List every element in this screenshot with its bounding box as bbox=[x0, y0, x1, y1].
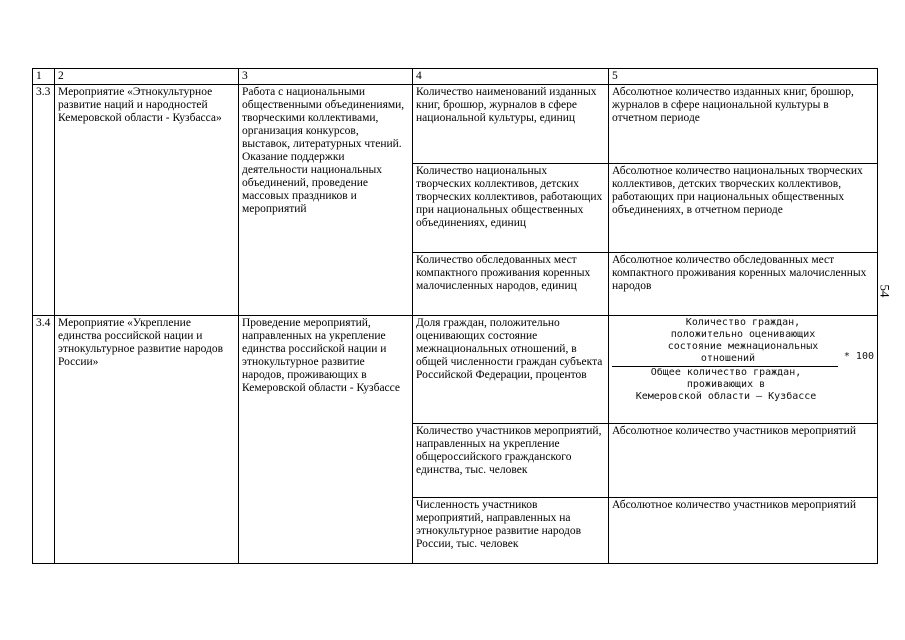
formula bbox=[612, 317, 874, 403]
indicator-method: Абсолютное количество изданных книг, брошюр, журналов в сфере национальной культуры в отчетном периоде bbox=[609, 85, 878, 164]
activity-description: Работа с национальными общественными объединениями, творческими коллективами, организация конкурсов, выставок, литературных чтений. Оказание поддержки деятельности национальных объединений, проведение массовых праздников и мероприятий bbox=[239, 85, 413, 316]
header-cell: 2 bbox=[55, 69, 239, 85]
header-cell: 3 bbox=[239, 69, 413, 85]
formula-denominator bbox=[612, 367, 840, 403]
indicator-method: Абсолютное количество участников мероприятий bbox=[609, 498, 878, 564]
indicator-name: Количество национальных творческих коллективов, детских творческих коллективов, работающих при национальных общественных объединениях, единиц bbox=[413, 164, 609, 253]
header-cell: 4 bbox=[413, 69, 609, 85]
event-name: Мероприятие «Укрепление единства российской нации и этнокультурное развитие народов России» bbox=[55, 316, 239, 564]
formula-cell bbox=[609, 316, 878, 424]
indicator-name: Доля граждан, положительно оценивающих состояние межнациональных отношений, в общей численности граждан субъекта Российской Федерации, процентов bbox=[413, 316, 609, 424]
indicator-method: Абсолютное количество участников мероприятий bbox=[609, 424, 878, 498]
table-row bbox=[33, 316, 878, 424]
indicator-name: Количество наименований изданных книг, брошюр, журналов в сфере национальной культуры, единиц bbox=[413, 85, 609, 164]
indicator-name: Количество обследованных мест компактного проживания коренных малочисленных народов, единиц bbox=[413, 253, 609, 316]
formula-line: Количество граждан, bbox=[685, 317, 801, 328]
formula-line: проживающих в bbox=[686, 379, 766, 390]
formula-line: положительно оценивающих bbox=[670, 329, 816, 340]
formula-line: Общее количество граждан, bbox=[650, 367, 802, 378]
indicator-name: Количество участников мероприятий, направленных на укрепление общероссийского гражданского единства, тыс. человек bbox=[413, 424, 609, 498]
table-header-row bbox=[33, 69, 878, 85]
formula-numerator bbox=[612, 317, 874, 353]
header-cell: 5 bbox=[609, 69, 878, 85]
indicator-method: Абсолютное количество обследованных мест компактного проживания коренных малочисленных народов bbox=[609, 253, 878, 316]
indicator-name: Численность участников мероприятий, направленных на этнокультурное развитие народов России, тыс. человек bbox=[413, 498, 609, 564]
formula-line: Кемеровской области – Кузбассе bbox=[635, 391, 817, 402]
indicators-table bbox=[32, 68, 878, 564]
table-row bbox=[33, 85, 878, 164]
event-name: Мероприятие «Этнокультурное развитие наций и народностей Кемеровской области - Кузбасса» bbox=[55, 85, 239, 316]
row-number: 3.4 bbox=[33, 316, 55, 564]
indicator-method: Абсолютное количество национальных творческих коллективов, детских творческих коллективов, работающих при национальных общественных объединениях, в отчетном периоде bbox=[609, 164, 878, 253]
row-number: 3.3 bbox=[33, 85, 55, 316]
page-number: 54 bbox=[877, 284, 893, 298]
activity-description: Проведение мероприятий, направленных на укрепление единства российской нации и этнокультурное развитие народов, проживающих в Кемеровской области - Кузбассе bbox=[239, 316, 413, 564]
formula-multiplier: * 100 bbox=[843, 351, 874, 362]
header-cell: 1 bbox=[33, 69, 55, 85]
formula-line: отношений bbox=[700, 353, 756, 364]
formula-line: состояние межнациональных bbox=[667, 341, 819, 352]
